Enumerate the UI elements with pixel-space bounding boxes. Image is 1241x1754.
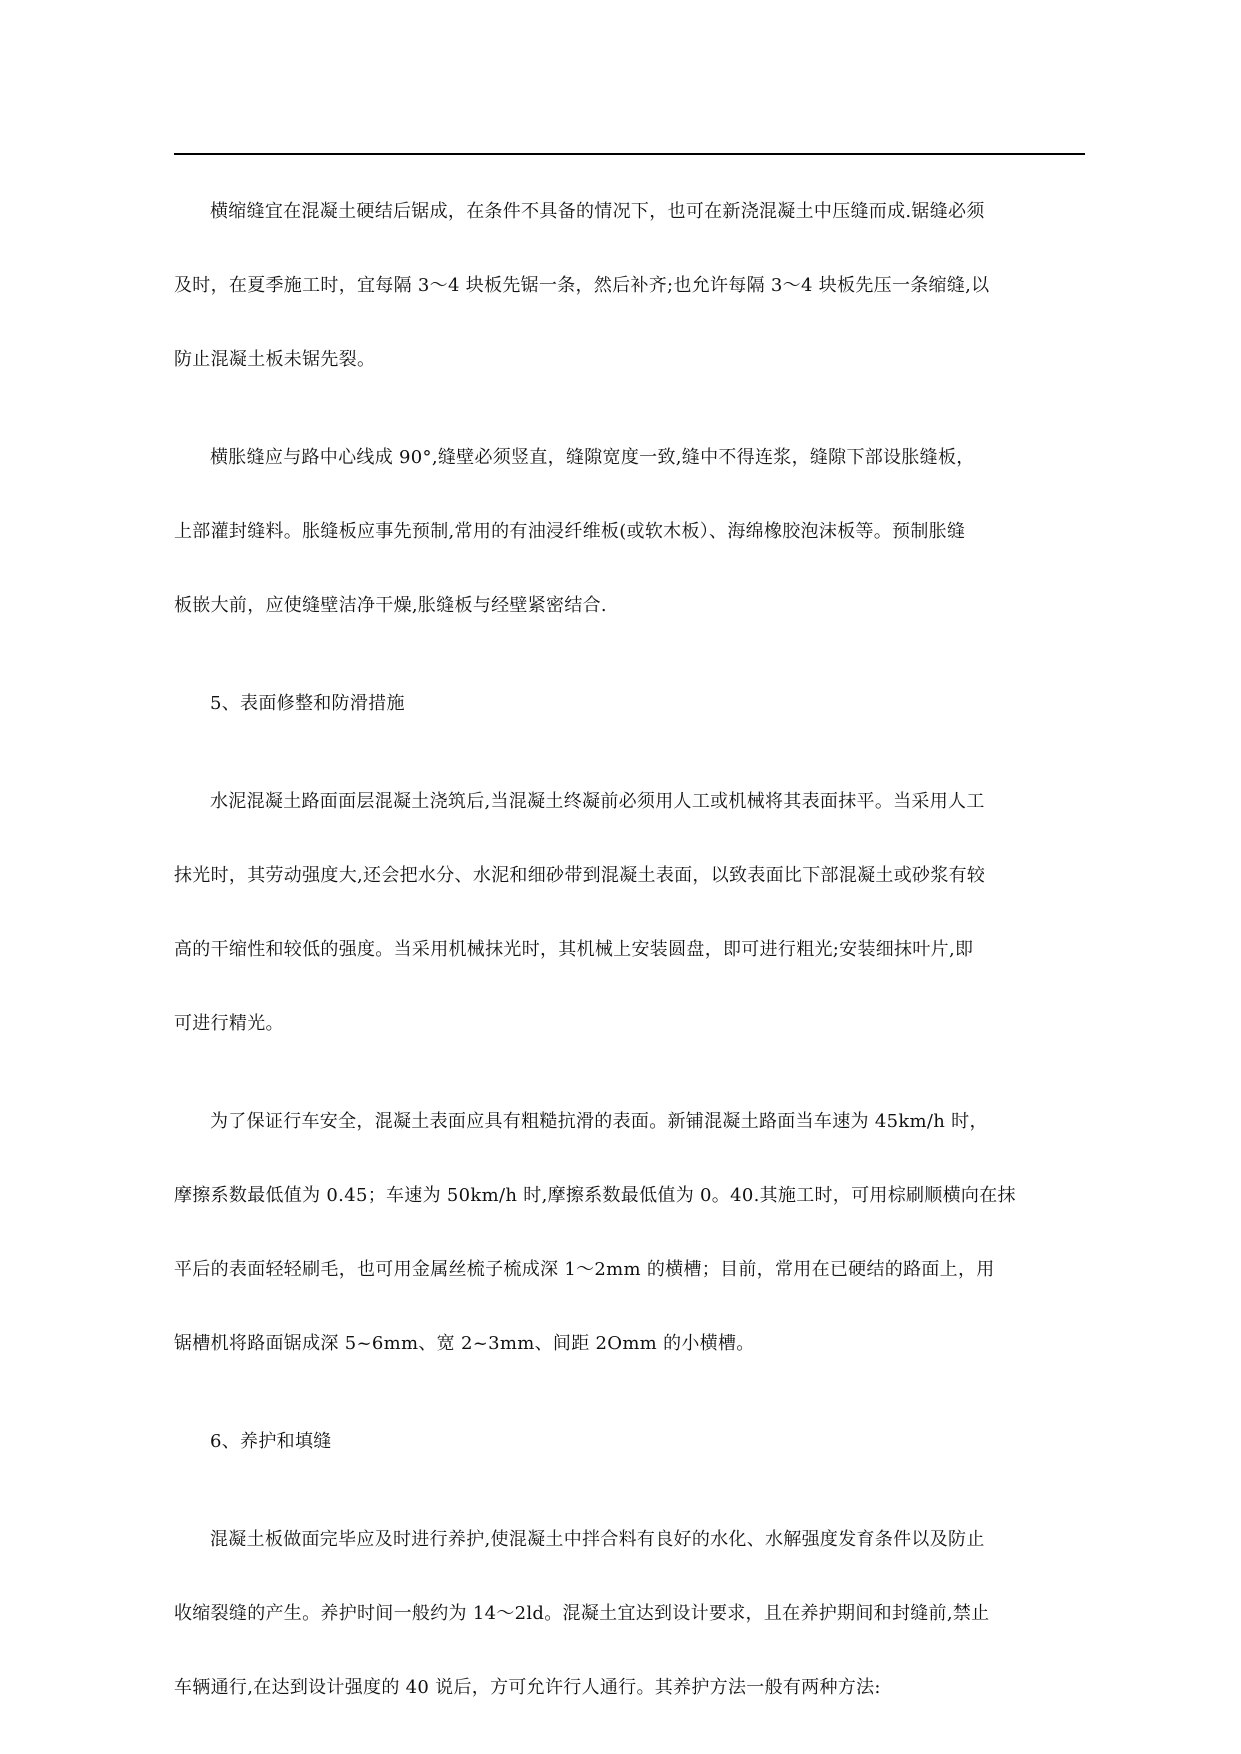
text-line: 摩擦系数最低值为 0.45；车速为 50km/h 时,摩擦系数最低值为 0。40.其施工时，可用棕刷顺横向在抹	[174, 1185, 1016, 1206]
paragraph	[174, 1405, 1085, 1479]
text-line: 横胀缝应与路中心线成 90°,缝壁必须竖直，缝隙宽度一致,缝中不得连浆，缝隙下部设胀缝板，	[210, 447, 975, 468]
text-line: 防止混凝土板未锯先裂。	[174, 349, 376, 370]
header-rule	[174, 153, 1085, 155]
text-line: 锯槽机将路面锯成深 5~6mm、宽 2~3mm、间距 2Omm 的小横槽。	[174, 1333, 755, 1354]
text-line: 抹光时，其劳动强度大,还会把水分、水泥和细砂带到混凝土表面，以致表面比下部混凝土或砂浆有较	[174, 865, 986, 886]
paragraph	[174, 175, 1085, 397]
text-line: 横缩缝宜在混凝土硬结后锯成，在条件不具备的情况下，也可在新浇混凝土中压缝而成.锯缝必须	[210, 201, 985, 222]
document-body	[174, 175, 1085, 1725]
text-line: 平后的表面轻轻刷毛，也可用金属丝梳子梳成深 1～2mm 的横槽；目前，常用在已硬结的路面上，用	[174, 1259, 995, 1280]
text-line: 为了保证行车安全，混凝土表面应具有粗糙抗滑的表面。新铺混凝土路面当车速为 45km/h 时，	[210, 1111, 988, 1132]
paragraph	[174, 667, 1085, 741]
paragraph	[174, 1085, 1085, 1381]
text-line: 高的干缩性和较低的强度。当采用机械抹光时，其机械上安装圆盘，即可进行粗光;安装细抹叶片,即	[174, 939, 974, 960]
text-line: 板嵌大前，应使缝壁洁净干燥,胀缝板与经壁紧密结合.	[174, 595, 607, 616]
text-line: 6、养护和填缝	[210, 1431, 332, 1452]
text-line: 水泥混凝土路面面层混凝土浇筑后,当混凝土终凝前必须用人工或机械将其表面抹平。当采用人工	[210, 791, 985, 812]
paragraph	[174, 1503, 1085, 1725]
paragraph	[174, 765, 1085, 1061]
text-line: 车辆通行,在达到设计强度的 40 说后，方可允许行人通行。其养护方法一般有两种方法:	[174, 1677, 881, 1698]
text-line: 及时，在夏季施工时，宜每隔 3～4 块板先锯一条，然后补齐;也允许每隔 3～4 块板先压一条缩缝,以	[174, 275, 990, 296]
text-line: 可进行精光。	[174, 1013, 284, 1034]
text-line: 混凝土板做面完毕应及时进行养护,使混凝土中拌合料有良好的水化、水解强度发育条件以及防止	[210, 1529, 985, 1550]
text-line: 上部灌封缝料。胀缝板应事先预制,常用的有油浸纤维板(或软木板）、海绵橡胶泡沫板等。预制胀缝	[174, 521, 966, 542]
paragraph	[174, 421, 1085, 643]
text-line: 收缩裂缝的产生。养护时间一般约为 14～2ld。混凝土宜达到设计要求，且在养护期间和封缝前,禁止	[174, 1603, 990, 1624]
text-line: 5、表面修整和防滑措施	[210, 693, 405, 714]
